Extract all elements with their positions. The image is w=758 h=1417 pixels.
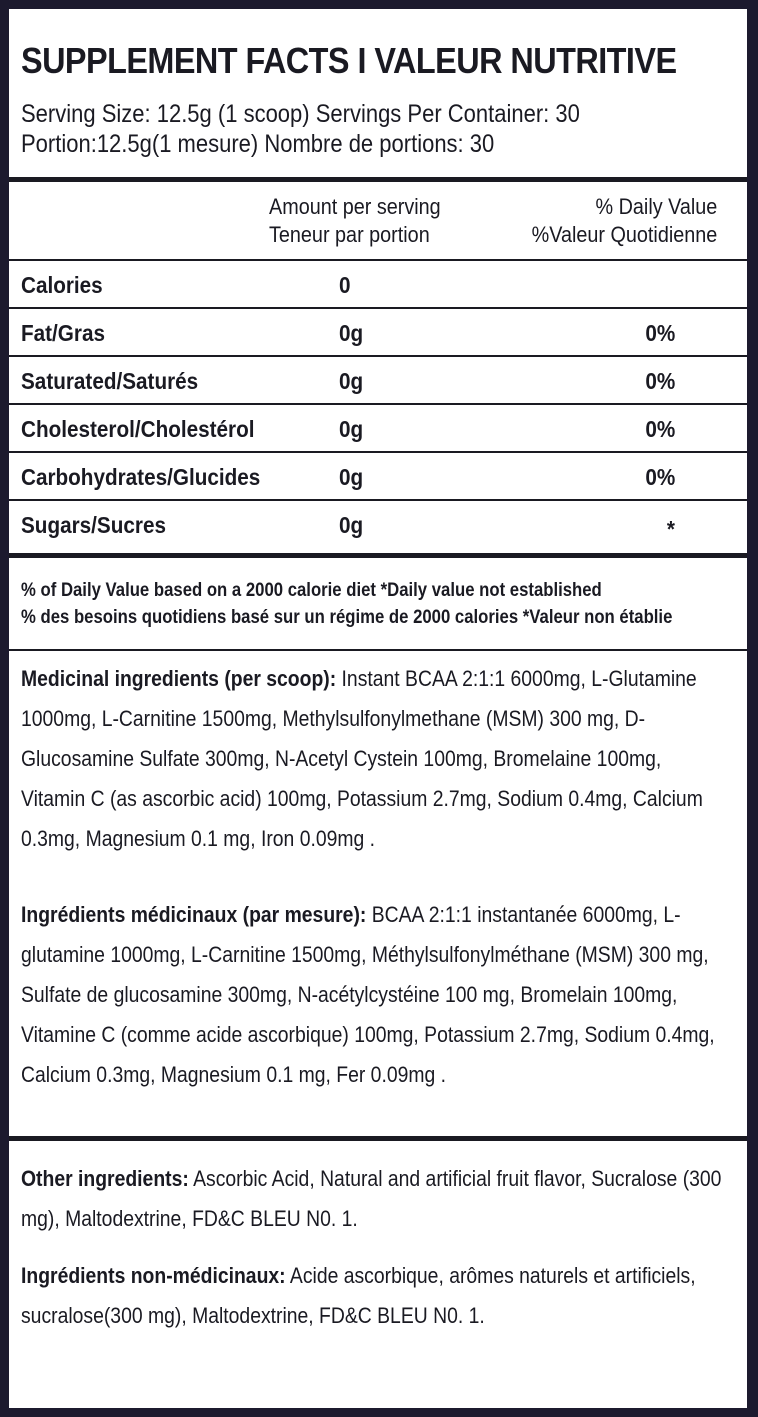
nutrient-row — [9, 453, 747, 501]
nutrient-daily-value: * — [666, 516, 675, 542]
serving-info — [21, 99, 580, 159]
footnote-en: % of Daily Value based on a 2000 calorie diet *Daily value not established — [21, 580, 602, 601]
divider — [9, 649, 747, 651]
amount-header — [269, 193, 441, 249]
divider — [9, 177, 747, 182]
section-label: Other ingredients: — [21, 1166, 189, 1191]
footnote-fr: % des besoins quotidiens basé sur un régime de 2000 calories *Valeur non établie — [21, 607, 673, 628]
nutrient-name: Carbohydrates/Glucides — [21, 464, 261, 490]
section-label: Medicinal ingredients (per scoop): — [21, 666, 337, 691]
daily-value-header-fr: %Valeur Quotidienne — [531, 222, 717, 247]
nutrient-row — [9, 357, 747, 405]
nutrient-name: Saturated/Saturés — [21, 368, 199, 394]
nutrient-amount: 0g — [339, 320, 364, 346]
daily-value-footnote — [21, 577, 672, 631]
nutrient-daily-value: 0% — [645, 464, 675, 490]
section-label: Ingrédients médicinaux (par mesure): — [21, 902, 367, 927]
nutrient-daily-value: 0% — [645, 320, 675, 346]
other-ingredients-fr — [21, 1256, 729, 1336]
nutrient-name: Fat/Gras — [21, 320, 105, 346]
other-ingredients-en — [21, 1159, 729, 1239]
nutrient-amount: 0 — [339, 272, 351, 298]
ingredient-list: Instant BCAA 2:1:1 6000mg, L-Glutamine 1000mg, L-Carnitine 1500mg, Methylsulfonylmethane (MSM) 300 mg, D-Glucosamine Sulfate 300mg, N-Acetyl Cystein 100mg, Bromelaine 100mg, Vitamin C (as ascorbic acid) 100mg, Potassium 2.7mg, Sodium 0.4mg, Calcium 0.3mg, Magnesium 0.1 mg, Iron 0.09mg . — [21, 666, 703, 851]
nutrient-row — [9, 261, 747, 309]
nutrient-amount: 0g — [339, 512, 364, 538]
supplement-facts-panel — [9, 9, 747, 1408]
nutrient-row — [9, 309, 747, 357]
medicinal-ingredients-fr — [21, 895, 729, 1095]
daily-value-header-en: % Daily Value — [595, 194, 717, 219]
nutrient-name: Calories — [21, 272, 103, 298]
nutrient-name: Cholesterol/Cholestérol — [21, 416, 255, 442]
daily-value-header — [531, 193, 717, 249]
nutrient-amount: 0g — [339, 368, 364, 394]
nutrient-name: Sugars/Sucres — [21, 512, 166, 538]
nutrient-amount: 0g — [339, 416, 364, 442]
nutrient-row — [9, 405, 747, 453]
nutrient-amount: 0g — [339, 464, 364, 490]
label-title: SUPPLEMENT FACTS I VALEUR NUTRITIVE — [21, 40, 677, 81]
nutrient-daily-value: 0% — [645, 368, 675, 394]
nutrient-row — [9, 501, 747, 549]
divider — [9, 553, 747, 558]
ingredient-list: Ascorbic Acid, Natural and artificial fruit flavor, Sucralose (300 mg), Maltodextrine, FD&C BLEU N0. 1. — [21, 1166, 722, 1231]
divider — [9, 1136, 747, 1141]
serving-line-en: Serving Size: 12.5g (1 scoop) Servings Per Container: 30 — [21, 100, 580, 128]
ingredient-list: Acide ascorbique, arômes naturels et artificiels, sucralose(300 mg), Maltodextrine, FD&C BLEU N0. 1. — [21, 1263, 696, 1328]
serving-line-fr: Portion:12.5g(1 mesure) Nombre de portions: 30 — [21, 130, 495, 158]
nutrient-daily-value: 0% — [645, 416, 675, 442]
ingredient-list: BCAA 2:1:1 instantanée 6000mg, L-glutamine 1000mg, L-Carnitine 1500mg, Méthylsulfonylméthane (MSM) 300 mg, Sulfate de glucosamine 300mg, N-acétylcystéine 100 mg, Bromelain 100mg, Vitamine C (comme acide ascorbique) 100mg, Potassium 2.7mg, Sodium 0.4mg, Calcium 0.3mg, Magnesium 0.1 mg, Fer 0.09mg . — [21, 902, 715, 1087]
amount-header-fr: Teneur par portion — [269, 222, 430, 247]
medicinal-ingredients-en — [21, 659, 729, 859]
section-label: Ingrédients non-médicinaux: — [21, 1263, 286, 1288]
amount-header-en: Amount per serving — [269, 194, 441, 219]
